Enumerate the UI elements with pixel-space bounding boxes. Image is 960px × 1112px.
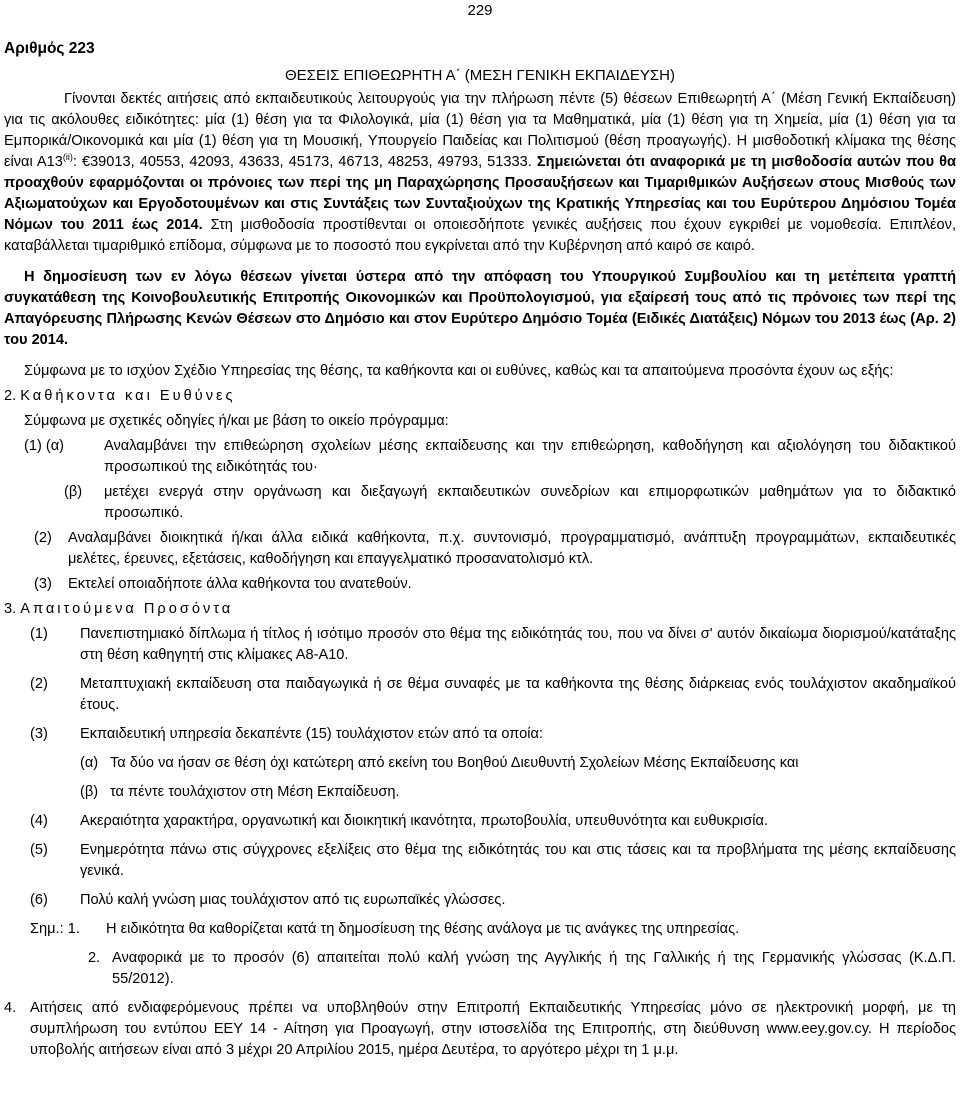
page-number: 229 — [467, 2, 493, 19]
duty-label: (3) — [34, 576, 52, 592]
qualification-subtext: τα πέντε τουλάχιστον στη Μέση Εκπαίδευση. — [110, 784, 400, 800]
section4 — [4, 998, 956, 1061]
section2-title: Καθήκοντα και Ευθύνες — [20, 388, 236, 404]
section4-text: Αιτήσεις από ενδιαφερόμενους πρέπει να υποβληθούν στην Επιτροπή Εκπαιδευτικής Υπηρεσίας μόνο σε ηλεκτρονική μορφή, με τη συμπλήρωση του εντύπου ΕΕΥ 14 - Αίτηση για Προαγωγή, στην ιστοσελίδα της Επιτροπής, στη διεύθυνση www.eey.gov.cy. Η περίοδος υποβολής αιτήσεων είναι από 3 μέχρι 20 Απριλίου 2015, ημέρα Δευτέρα, το αργότερο μέχρι τη 1 μ.μ. — [30, 1000, 956, 1058]
qualification-label: (5) — [30, 842, 48, 858]
intro-text-2: : €39013, 40553, 42093, 43633, 45173, 46713, 48253, 49793, 51333. — [72, 154, 532, 170]
qualification-label: (3) — [30, 726, 48, 742]
note-label: 2. — [88, 950, 101, 966]
section3-heading — [4, 599, 956, 620]
plan-intro — [4, 361, 956, 382]
duty-text: Εκτελεί οποιαδήποτε άλλα καθήκοντα του ανατεθούν. — [68, 576, 412, 592]
section3-number: 3. — [4, 601, 17, 617]
section2-number: 2. — [4, 388, 17, 404]
qualification-label: (2) — [30, 676, 48, 692]
qualification-subitem-a — [4, 753, 956, 774]
note-2 — [4, 948, 956, 990]
qualification-sublabel: (α) — [80, 755, 99, 771]
intro-text-3: Στη μισθοδοσία προστίθενται οι οποιεσδήποτε γενικές αυξήσεις που έχουν εγκριθεί με νομοθεσία. Επιπλέον, καταβάλλεται τιμαριθμικό επίδομα, σύμφωνα με το ποσοστό που εγκρίνεται από την Κυβέρνηση από καιρό σε καιρό. — [4, 217, 956, 254]
note-text: Η ειδικότητα θα καθορίζεται κατά τη δημοσίευση της θέσης ανάλογα με τις ανάγκες της υπηρεσίας. — [106, 921, 740, 937]
qualification-item-3 — [4, 724, 956, 745]
qualification-text: Μεταπτυχιακή εκπαίδευση στα παιδαγωγικά ή σε θέμα συναφές με τα καθήκοντα της θέσης διάρκειας ενός τουλάχιστον ακαδημαϊκού έτους. — [80, 676, 956, 713]
intro-paragraph — [4, 89, 956, 257]
qualification-text: Πανεπιστημιακό δίπλωμα ή τίτλος ή ισότιμο προσόν στο θέμα της ειδικότητάς του, που να δίνει σ' αυτόν δικαίωμα διορισμού/κατάταξης στη θέση καθηγητή στις κλίμακες Α8-Α10. — [80, 626, 956, 663]
qualification-text: Ακεραιότητα χαρακτήρα, οργανωτική και διοικητική ικανότητα, πρωτοβουλία, υπευθυνότητα και ευθυκρισία. — [80, 813, 768, 829]
qualification-text: Ενημερότητα πάνω στις σύγχρονες εξελίξεις στο θέμα της ειδικότητάς του και στις τάσεις και τα προβλήματα της μέσης εκπαίδευσης γενικά. — [80, 842, 956, 879]
qualification-sublabel: (β) — [80, 784, 99, 800]
duty-item-3 — [4, 574, 956, 595]
plan-intro-text: Σύμφωνα με το ισχύον Σχέδιο Υπηρεσίας της θέσης, τα καθήκοντα και οι ευθύνες, καθώς και τα απαιτούμενα προσόντα έχουν ως εξής: — [24, 363, 894, 379]
publication-note-text: Η δημοσίευση των εν λόγω θέσεων γίνεται ύστερα από την απόφαση του Υπουργικού Συμβουλίου και τη μετέπειτα γραπτή συγκατάθεση της Κοινοβουλευτικής Επιτροπής Οικονομικών και Προϋπολογισμού, για εξαίρεσή τους από τις πρόνοιες των περί της Απαγόρευσης Πλήρωσης Κενών Θέσεων στο Δημόσιο και στον Ευρύτερο Δημόσιο Τομέα (Ειδικές Διατάξεις) Νόμων του 2013 έως (Αρ. 2) του 2014. — [4, 269, 956, 348]
duty-item-2 — [4, 528, 956, 570]
duty-text: μετέχει ενεργά στην οργάνωση και διεξαγωγή εκπαιδευτικών συνεδρίων και επιμορφωτικών μαθημάτων για το διδακτικό προσωπικό. — [104, 484, 956, 521]
duty-text: Αναλαμβάνει την επιθεώρηση σχολείων μέσης εκπαίδευσης και την επιθεώρηση, καθοδήγηση και αξιολόγηση του διδακτικού προσωπικού της ειδικότητάς του· — [104, 438, 956, 475]
qualification-label: (4) — [30, 813, 48, 829]
duty-label: (2) — [34, 530, 52, 546]
qualification-label: (6) — [30, 892, 48, 908]
qualification-item-1 — [4, 624, 956, 666]
document-page — [4, 38, 956, 1061]
qualification-subitem-b — [4, 782, 956, 803]
qualification-text: Πολύ καλή γνώση μιας τουλάχιστον από τις ευρωπαϊκές γλώσσες. — [80, 892, 506, 908]
qualification-item-5 — [4, 840, 956, 882]
note-text: Αναφορικά με το προσόν (6) απαιτείται πολύ καλή γνώση της Αγγλικής ή της Γαλλικής ή της Γερμανικής γλώσσας (Κ.Δ.Π. 55/2012). — [112, 950, 956, 987]
duty-text: Αναλαμβάνει διοικητικά ή/και άλλα ειδικά καθήκοντα, π.χ. συντονισμό, προγραμματισμό, ανάπτυξη προγραμμάτων, εκπαιδευτικές μελέτες, έρευνες, εξετάσεις, καθοδήγηση και επαγγελματικό προσανατολισμό κτλ. — [68, 530, 956, 567]
qualification-item-6 — [4, 890, 956, 911]
qualification-subtext: Τα δύο να ήσαν σε θέση όχι κατώτερη από εκείνη του Βοηθού Διευθυντή Σχολείων Μέσης Εκπαίδευσης και — [110, 755, 799, 771]
duty-label: (β) — [64, 484, 83, 500]
qualification-item-2 — [4, 674, 956, 716]
duty-item-1b — [4, 482, 956, 524]
qualification-text: Εκπαιδευτική υπηρεσία δεκαπέντε (15) τουλάχιστον ετών από τα οποία: — [80, 726, 544, 742]
duty-item-1a — [4, 436, 956, 478]
intro-text-1: Γίνονται δεκτές αιτήσεις από εκπαιδευτικούς λειτουργούς για την πλήρωση πέντε (5) θέσεων Επιθεωρητή Α΄ (Μέση Γενική Εκπαίδευση) για τις ακόλουθες ειδικότητες: μία (1) θέση για τα Φιλολογικά, μία (1) θέση για τα Μαθηματικά, μία (1) θέση για τη Χημεία, μία (1) θέση για τα Εμπορικά/Οικονομικά και μία (1) θέση για τη Μουσική, Υπουργείο Παιδείας και Πολιτισμού (θέση προαγωγής). Η μισθοδοτική κλίμακα της θέσης είναι Α13 — [4, 91, 956, 170]
section2-intro: Σύμφωνα με σχετικές οδηγίες ή/και με βάση το οικείο πρόγραμμα: — [24, 413, 449, 429]
section2-heading — [4, 386, 956, 407]
salary-footnote-marker: (ii) — [62, 152, 73, 163]
note-1 — [4, 919, 956, 940]
notice-number: Αριθμός 223 — [4, 40, 95, 57]
publication-note — [4, 267, 956, 351]
section4-number: 4. — [4, 1000, 17, 1016]
intro-bold-note: Σημειώνεται ότι αναφορικά με τη μισθοδοσία αυτών που θα προαχθούν εφαρμόζονται οι πρόνοιες των περί της μη Παραχώρησης Προσαυξήσεων και Τιμαριθμικών Αυξήσεων στους Μισθούς των Αξιωματούχων και Εργοδοτουμένων και στις Συντάξεις των Συνταξιούχων της Κρατικής Υπηρεσίας και του Ευρύτερου Δημόσιου Τομέα Νόμων του 2011 έως 2014. — [4, 154, 956, 233]
notice-heading: ΘΕΣΕΙΣ ΕΠΙΘΕΩΡΗΤΗ Α΄ (ΜΕΣΗ ΓΕΝΙΚΗ ΕΚΠΑΙΔΕΥΣΗ) — [285, 67, 675, 84]
section3-title: Απαιτούμενα Προσόντα — [20, 601, 234, 617]
duty-label: (1) (α) — [24, 438, 65, 454]
qualification-item-4 — [4, 811, 956, 832]
qualification-label: (1) — [30, 626, 48, 642]
note-label: Σημ.: 1. — [30, 921, 80, 937]
